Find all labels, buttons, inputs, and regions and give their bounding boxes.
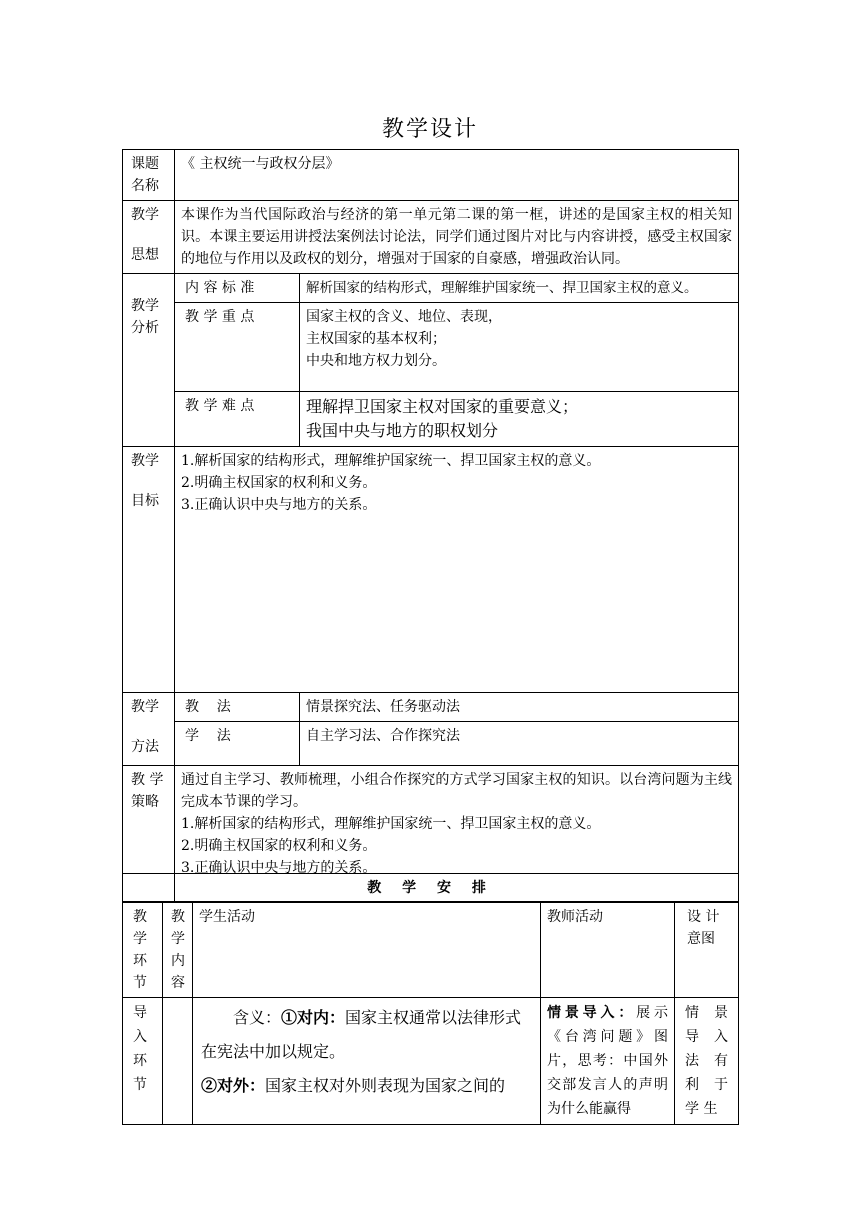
standard-label: 内 容 标 准 bbox=[175, 274, 300, 303]
page-title: 教学设计 bbox=[381, 117, 478, 142]
standard-text: 解析国家的结构形式，理解维护国家统一、捍卫国家主权的意义。 bbox=[300, 274, 739, 303]
key-point: 国家主权的含义、地位、表现， bbox=[306, 309, 502, 325]
strategy-item: 1.解析国家的结构形式，理解维护国家统一、捍卫国家主权的意义。 bbox=[181, 816, 601, 832]
col-intent-header: 设 计 意图 bbox=[675, 903, 739, 998]
analysis-label: 教学 分析 bbox=[123, 274, 175, 447]
teach-method-value: 情景探究法、任务驱动法 bbox=[300, 693, 739, 722]
goal-item: 3.正确认识中央与地方的关系。 bbox=[181, 497, 377, 513]
goals-list bbox=[175, 447, 739, 693]
col-teacher-header: 教师活动 bbox=[541, 903, 675, 998]
strategy-item: 2.明确主权国家的权利和义务。 bbox=[181, 838, 377, 854]
methods-label: 教学 方法 bbox=[123, 693, 175, 766]
strategy-item: 3.正确认识中央与地方的关系。 bbox=[181, 860, 377, 876]
stage-intro: 导入环节 bbox=[123, 998, 163, 1125]
col-student-header: 学生活动 bbox=[193, 903, 541, 998]
arrangement-header: 教 学 安 排 bbox=[123, 874, 739, 903]
strategy-label: 教 学 策略 bbox=[123, 766, 175, 902]
arrangement-table bbox=[122, 873, 739, 1125]
hard-points bbox=[300, 392, 739, 447]
design-intent: 情 景 导 入 法 有 利 于 学 生 bbox=[675, 998, 739, 1125]
col-content-header: 教学内容 bbox=[163, 903, 193, 998]
topic-label: 课题 名称 bbox=[123, 150, 175, 201]
goal-item: 1.解析国家的结构形式，理解维护国家统一、捍卫国家主权的意义。 bbox=[181, 453, 601, 469]
strategy-intro: 通过自主学习、教师梳理，小组合作探究的方式学习国家主权的知识。以台湾问题为主线完成本节课的学习。 bbox=[181, 772, 733, 810]
hard-point: 理解捍卫国家主权对国家的重要意义； bbox=[306, 397, 579, 416]
teach-method-label: 教 法 bbox=[175, 693, 300, 722]
key-label: 教 学 重 点 bbox=[175, 303, 300, 392]
key-point: 中央和地方权力划分。 bbox=[306, 353, 446, 369]
topic-value: 《 主权统一与政权分层》 bbox=[175, 150, 739, 201]
info-table bbox=[122, 149, 739, 902]
idea-text: 本课作为当代国际政治与经济的第一单元第二课的第一框，讲述的是国家主权的相关知识。本课主要运用讲授法案例法讨论法，同学们通过图片对比与内容讲授，感受主权国家的地位与作用以及政权的划分，增强对于国家的自豪感，增强政治认同。 bbox=[175, 201, 739, 274]
learn-method-label: 学 法 bbox=[175, 722, 300, 766]
teacher-activity: 情景导入：展示《台湾问题》图片，思考：中国外交部发言人的声明为什么能赢得 bbox=[541, 998, 675, 1125]
content-cell bbox=[163, 998, 193, 1125]
key-point: 主权国家的基本权利； bbox=[306, 331, 446, 347]
hard-label: 教 学 难 点 bbox=[175, 392, 300, 447]
col-stage-header: 教学环节 bbox=[123, 903, 163, 998]
key-points bbox=[300, 303, 739, 392]
learn-method-value: 自主学习法、合作探究法 bbox=[300, 722, 739, 766]
goals-label: 教学 目标 bbox=[123, 447, 175, 693]
hard-point: 我国中央与地方的职权划分 bbox=[306, 421, 499, 440]
student-activity: 含义：①对内：国家主权通常以法律形式在宪法中加以规定。 ②对外：国家主权对外则表现为国家之间的 bbox=[193, 998, 541, 1125]
goal-item: 2.明确主权国家的权利和义务。 bbox=[181, 475, 377, 491]
idea-label: 教学 思想 bbox=[123, 201, 175, 274]
